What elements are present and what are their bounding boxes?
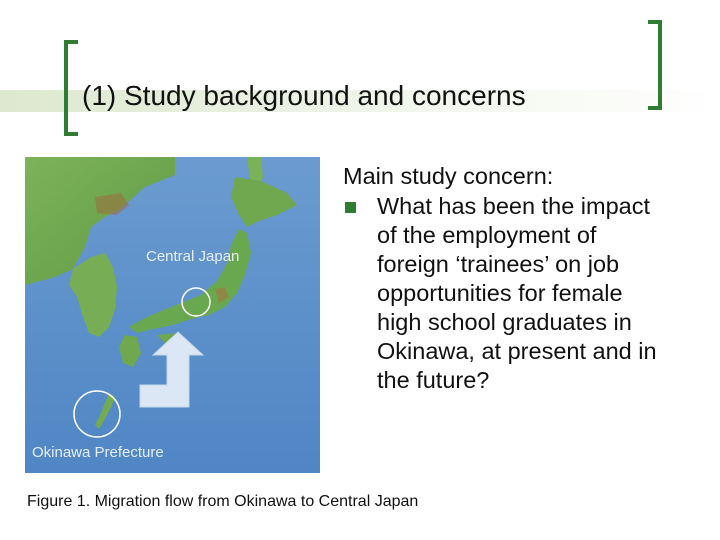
title-bracket-left (64, 40, 78, 136)
okinawa-prefecture-label: Okinawa Prefecture (32, 444, 164, 461)
main-concern-heading: Main study concern: (343, 163, 554, 189)
concern-text-block (343, 162, 673, 395)
japan-map-graphic (25, 157, 320, 473)
square-bullet-icon (345, 202, 356, 213)
slide-title: (1) Study background and concerns (82, 80, 526, 111)
bullet-text: What has been the impact of the employment of foreign ‘trainees’ on job opportunities for female high school graduates in Okinawa, at present and in the future? (377, 193, 657, 393)
japan-map (25, 157, 320, 473)
figure-caption: Figure 1. Migration flow from Okinawa to Central Japan (27, 493, 419, 510)
central-japan-label: Central Japan (146, 248, 240, 265)
bullet-item (343, 192, 673, 395)
title-bracket-right (648, 20, 662, 110)
